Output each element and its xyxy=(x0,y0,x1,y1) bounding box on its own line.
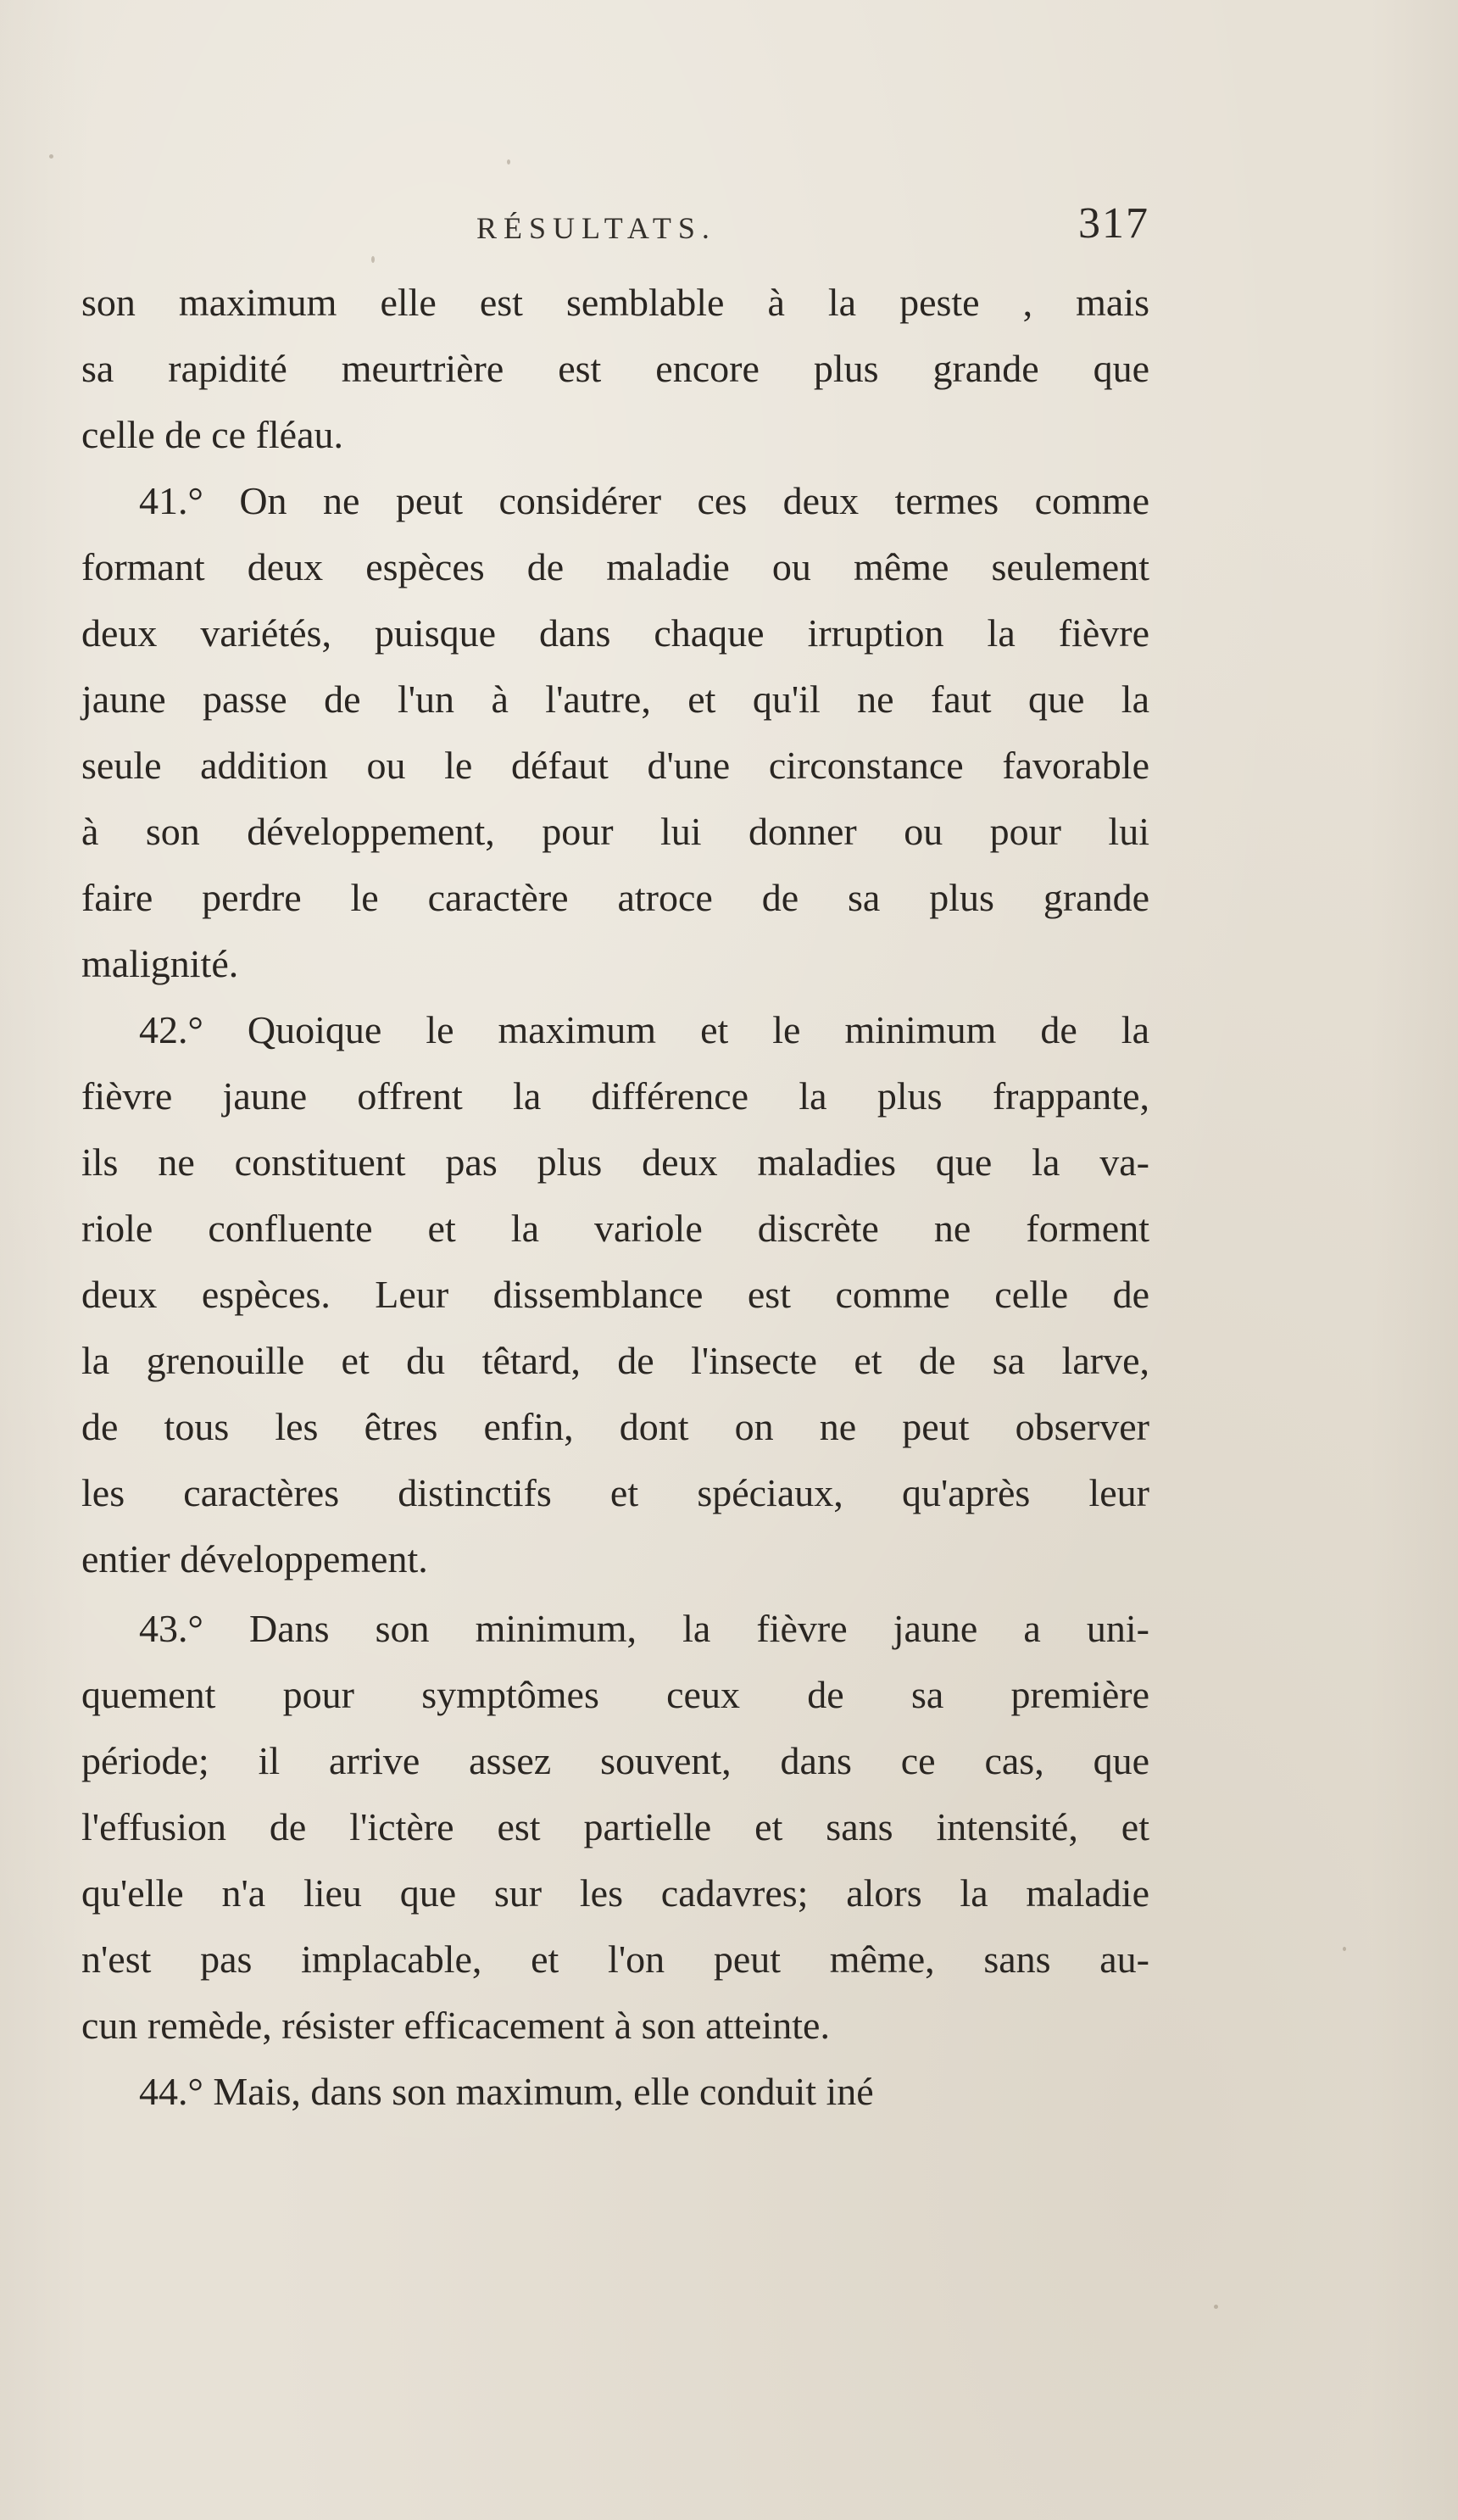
text-line: malignité. xyxy=(81,942,239,985)
text-line: sa rapidité meurtrière est encore plus grande que xyxy=(81,347,1149,390)
text-line: seule addition ou le défaut d'une circonstance favorable xyxy=(81,744,1149,787)
text-line: 44.° Mais, dans son maximum, elle conduit iné xyxy=(139,2070,874,2113)
paragraph-41 xyxy=(81,468,1149,997)
paper-speck xyxy=(1214,2305,1218,2309)
text-line: fièvre jaune offrent la différence la plus frappante, xyxy=(81,1074,1149,1118)
text-line: les caractères distinctifs et spéciaux, qu'après leur xyxy=(81,1471,1149,1514)
text-line: 42.° Quoique le maximum et le minimum de la xyxy=(139,1008,1149,1051)
paragraph-43 xyxy=(81,1596,1149,2059)
text-line: deux espèces. Leur dissemblance est comme celle de xyxy=(81,1273,1149,1316)
text-line: de tous les êtres enfin, dont on ne peut observer xyxy=(81,1405,1149,1448)
paper-speck xyxy=(49,154,53,159)
text-line: celle de ce fléau. xyxy=(81,413,343,456)
text-line: ils ne constituent pas plus deux maladies que la va- xyxy=(81,1140,1149,1184)
text-line: qu'elle n'a lieu que sur les cadavres; alors la maladie xyxy=(81,1871,1149,1915)
paragraph-42 xyxy=(81,997,1149,1592)
body-text xyxy=(81,270,1149,2125)
running-title: RÉSULTATS. xyxy=(476,211,716,245)
page-number: 317 xyxy=(1078,199,1149,248)
running-head xyxy=(81,193,1149,253)
text-line: deux variétés, puisque dans chaque irruption la fièvre xyxy=(81,611,1149,655)
text-line: faire perdre le caractère atroce de sa plus grande xyxy=(81,876,1149,919)
text-line: son maximum elle est semblable à la peste , mais xyxy=(81,281,1149,324)
text-line: l'effusion de l'ictère est partielle et sans intensité, et xyxy=(81,1805,1149,1848)
text-line: n'est pas implacable, et l'on peut même, sans au- xyxy=(81,1937,1149,1981)
text-line: cun remède, résister efficacement à son atteinte. xyxy=(81,2004,830,2047)
paragraph-44 xyxy=(81,2059,1149,2125)
paper-speck xyxy=(507,159,510,164)
paragraph-continuation xyxy=(81,270,1149,468)
text-line: jaune passe de l'un à l'autre, et qu'il ne faut que la xyxy=(81,677,1149,721)
text-line: formant deux espèces de maladie ou même seulement xyxy=(81,545,1149,588)
text-line: entier développement. xyxy=(81,1537,428,1581)
text-line: riole confluente et la variole discrète ne forment xyxy=(81,1207,1149,1250)
paper-speck xyxy=(1343,1947,1346,1951)
text-line: la grenouille et du têtard, de l'insecte et de sa larve, xyxy=(81,1339,1149,1382)
text-line: 43.° Dans son minimum, la fièvre jaune a uni- xyxy=(139,1607,1149,1650)
paper-speck xyxy=(371,256,375,263)
text-line: quement pour symptômes ceux de sa première xyxy=(81,1673,1149,1716)
text-line: à son développement, pour lui donner ou pour lui xyxy=(81,810,1149,853)
text-line: période; il arrive assez souvent, dans ce cas, que xyxy=(81,1739,1149,1782)
text-line: 41.° On ne peut considérer ces deux termes comme xyxy=(139,479,1149,522)
